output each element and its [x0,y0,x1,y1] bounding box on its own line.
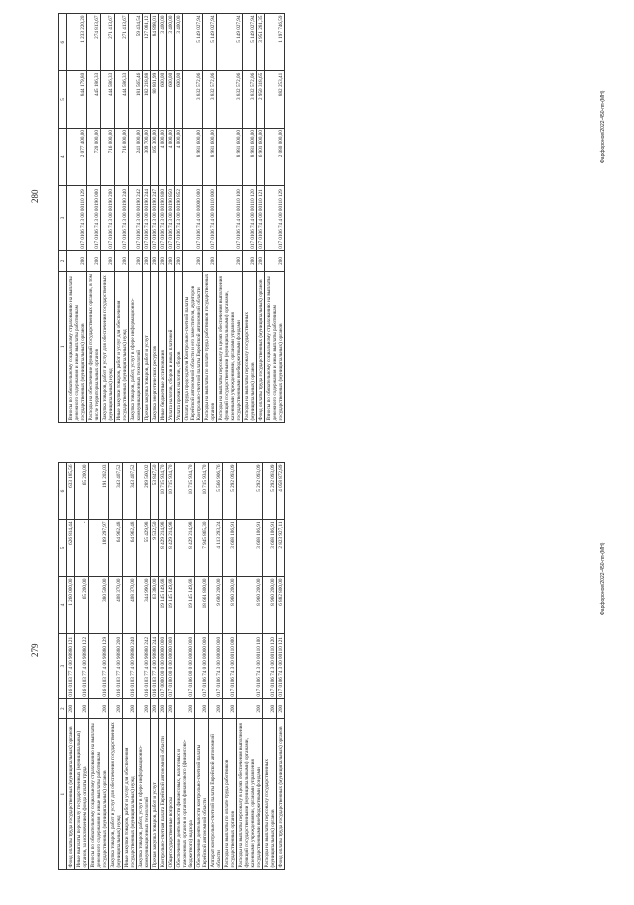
row-amount-approved-cell: 4 000,00 [167,128,175,185]
row-name-cell: Взносы по обязательному социальному страхованию на выплаты денежного содержания и иные выплаты работникам государственных (муниципальных) органов [265,271,285,422]
row-amount-executed-cell: 3 668 106,91 [263,520,277,577]
row-code-cell: 200 [159,699,167,719]
row-budget-code-cell: 017 0106 74 3 00 00190 200 [101,185,115,250]
row-budget-code-cell: 017 0106 74 3 00 00190 800 [159,185,167,250]
row-amount-approved-cell: 8 981 600,00 [203,128,217,185]
table-row [175,14,183,423]
row-code-cell: 200 [151,699,159,719]
row-amount-remaining-cell: 5 149 027,94 [183,14,203,71]
row-code-cell: 200 [137,699,151,719]
table-row [195,463,209,870]
row-name-cell: Закупка товаров, работ и услуг для обеспечения государственных (муниципальных) нужд [101,271,115,422]
row-budget-code-cell: 017 0106 74 3 00 00110 000 [223,633,237,698]
row-amount-remaining-cell: 5 292 093,09 [237,463,263,520]
row-budget-code-cell: 017 0106 74 4 00 00110 120 [243,185,257,250]
row-amount-remaining-cell: 53 847,50 [151,463,159,520]
row-amount-executed-cell: 3 832 572,06 [183,71,203,128]
row-name-cell: Иные закупки товаров, работ и услуг для обеспечения государственных (муниципальных) нужд [115,271,129,422]
row-amount-executed-cell: - [75,520,89,577]
row-amount-approved-cell: 65 200,00 [75,576,89,633]
budget-table-left-wrapper [58,462,285,870]
row-budget-code-cell: 016 0103 77 4 00 90880 122 [75,633,89,698]
column-header: 6 [59,14,67,71]
table-row [243,14,257,423]
row-budget-code-cell: 017 0106 74 3 00 00000 000 [209,633,223,698]
row-name-cell: Оплата труда председателя Контрольно-счетной палаты Еврейской автономной области и его заместителя, аудиторов Контрольно-счетной палаты Еврейской автономной области [183,271,203,422]
row-amount-remaining-cell: 1 197 746,59 [265,14,285,71]
row-name-cell: Аппарат контрольно-счетной палаты Еврейской автономной области [209,719,223,870]
row-name-cell: Фонд оплаты труда государственных (муниципальных) органов [67,719,75,870]
row-amount-approved-cell: 19 145 149,68 [167,576,175,633]
row-amount-approved-cell: 241 000,00 [129,128,143,185]
row-code-cell: 200 [151,251,159,271]
row-name-cell: Расходы на выплаты по оплате труда работников государственных органов [203,271,217,422]
row-code-cell: 200 [209,699,223,719]
column-header: 4 [59,128,67,185]
row-budget-code-cell: 017 0106 74 3 00 00190 242 [129,185,143,250]
row-amount-remaining-cell: 343 407,52 [123,463,137,520]
row-code-cell: 200 [75,699,89,719]
row-budget-code-cell: 017 0106 74 3 00 00110 121 [277,633,285,698]
row-name-cell: Уплата прочих налогов, сборов [175,271,183,422]
document-footer: Фарфоронов/2022-450-пп-(МН) [600,542,606,615]
table-row [137,463,151,870]
table-row [257,14,265,423]
table-header-row [59,14,67,423]
row-name-cell: Расходы на выплаты персоналу в целях обеспечения выполнения функций государственными (муниципальными) органами, казенными учреждениями, органами управления государственными внебюджетными фондами [217,271,243,422]
row-amount-executed-cell: 3 832 572,06 [217,71,243,128]
row-amount-remaining-cell: 191 202,03 [89,463,109,520]
row-name-cell: Взносы по обязательному социальному страхованию на выплаты денежного содержания и иные выплаты работникам государственных (муниципальных) органов [89,719,109,870]
row-name-cell: Фонд оплаты труда государственных (муниципальных) органов [277,719,285,870]
row-amount-executed-cell: 55 429,98 [137,520,151,577]
row-amount-remaining-cell: 274 813,67 [87,14,101,71]
row-amount-executed-cell: 64 962,48 [109,520,123,577]
row-code-cell: 200 [175,699,195,719]
column-header: 6 [59,463,67,520]
row-amount-approved-cell: 2 080 000,00 [265,128,285,185]
row-budget-code-cell: 017 0106 74 3 00 00110 120 [263,633,277,698]
row-amount-executed-cell: 3 832 572,06 [203,71,217,128]
row-code-cell: 200 [89,699,109,719]
page-number: 279 [30,643,40,657]
row-amount-remaining-cell: 1 233 220,20 [67,14,87,71]
row-amount-remaining-cell: 5 149 027,94 [243,14,257,71]
row-name-cell: Расходы на выплаты по оплате труда работников государственных органов [223,719,237,870]
row-code-cell: 200 [195,699,209,719]
table-row [265,14,285,423]
table-row [123,463,137,870]
left-page [0,453,634,905]
row-code-cell: 200 [265,251,285,271]
row-amount-executed-cell: 600,00 [175,71,183,128]
row-name-cell: Иные выплаты персоналу государственных (муниципальных) органов, за исключением фонда оплаты труда [75,719,89,870]
table-row [223,463,237,870]
table-header-row [59,463,67,870]
row-code-cell: 200 [67,699,75,719]
row-amount-remaining-cell: 5 149 027,94 [203,14,217,71]
table-row [237,463,263,870]
row-amount-approved-cell: 4 000,00 [175,128,183,185]
row-code-cell: 200 [115,251,129,271]
row-amount-approved-cell: 720 000,00 [87,128,101,185]
row-amount-executed-cell: 8 429 214,98 [175,520,195,577]
row-code-cell: 200 [87,251,101,271]
column-header: 1 [59,271,67,422]
column-header: 3 [59,633,67,698]
row-amount-executed-cell: 2 823 927,11 [277,520,285,577]
row-budget-code-cell: 016 0103 77 4 00 90880 200 [109,633,123,698]
row-code-cell: 200 [203,251,217,271]
row-budget-code-cell: 016 0103 77 4 00 90880 129 [89,633,109,698]
row-amount-executed-cell: 600,00 [167,71,175,128]
row-amount-remaining-cell: 271 413,67 [101,14,115,71]
row-budget-code-cell: 017 0106 74 3 00 00190 000 [87,185,101,250]
row-amount-approved-cell: 8 960 200,00 [223,576,237,633]
table-row [167,14,175,423]
row-amount-remaining-cell: 4 058 872,89 [277,463,285,520]
row-amount-approved-cell: 9 680 200,00 [209,576,223,633]
row-amount-approved-cell: 19 145 149,68 [159,576,167,633]
row-name-cell: Обеспечение деятельности контрольно-счетной палаты Еврейской автономной области [195,719,209,870]
row-amount-executed-cell: 80 801,99 [151,71,159,128]
row-name-cell: Закупка товаров, работ, услуг в сфере информационно-коммуникационных технологий [137,719,151,870]
row-budget-code-cell: 017 0106 00 0 00 00000 000 [175,633,195,698]
table-row [263,463,277,870]
row-amount-approved-cell: 2 077 400,00 [67,128,87,185]
row-amount-remaining-cell: 5 292 093,09 [263,463,277,520]
row-name-cell: Закупка энергетических ресурсов [151,271,159,422]
row-amount-approved-cell: 8 981 600,00 [217,128,243,185]
row-amount-remaining-cell: 3 400,00 [167,14,175,71]
row-amount-executed-cell: 3 668 106,91 [223,520,237,577]
row-amount-executed-cell: 626 814,44 [67,520,75,577]
row-code-cell: 200 [277,699,285,719]
row-name-cell: Расходы на выплаты персоналу государственных (муниципальных) органов [243,271,257,422]
row-amount-approved-cell: 716 000,00 [101,128,115,185]
table-row [217,14,243,423]
row-amount-executed-cell: 844 179,80 [67,71,87,128]
row-budget-code-cell: 017 0106 74 4 00 00110 000 [203,185,217,250]
row-amount-remaining-cell: 10 715 934,70 [167,463,175,520]
row-amount-approved-cell: 344 990,00 [137,576,151,633]
row-amount-remaining-cell: 5 566 906,76 [209,463,223,520]
row-code-cell: 200 [243,251,257,271]
row-amount-executed-cell: 2 950 318,65 [257,71,265,128]
row-amount-remaining-cell: 3 400,00 [175,14,183,71]
row-budget-code-cell: 017 0000 00 0 00 00000 000 [159,633,167,698]
row-code-cell: 200 [223,699,237,719]
table-row [75,463,89,870]
row-budget-code-cell: 017 0106 74 4 00 00110 121 [257,185,265,250]
row-amount-executed-cell: 4 113 293,24 [209,520,223,577]
document-footer: Фарфоронов/2022-450-пп-(МН) [600,90,606,163]
row-name-cell: Иные закупки товаров, работ и услуг для обеспечения государственных (муниципальных) нужд [123,719,137,870]
row-budget-code-cell: 017 0100 00 0 00 00000 000 [167,633,175,698]
table-row [67,463,75,870]
row-code-cell: 200 [129,251,143,271]
row-budget-code-cell: 017 0106 74 3 00 00110 100 [237,633,263,698]
row-amount-approved-cell: 63 380,00 [151,576,159,633]
table-row [159,463,167,870]
row-code-cell: 200 [183,251,203,271]
row-amount-executed-cell: 3 832 572,06 [243,71,257,128]
row-amount-remaining-cell: 10 715 934,70 [175,463,195,520]
row-budget-code-cell: 016 0103 77 4 00 90880 244 [151,633,159,698]
row-amount-remaining-cell: 84 898,01 [151,14,159,71]
budget-table-right-wrapper [58,13,285,423]
row-code-cell: 200 [237,699,263,719]
row-name-cell: Фонд оплаты труда государственных (муниципальных) органов [257,271,265,422]
table-row [209,463,223,870]
table-row [143,14,151,423]
table-body [67,14,285,423]
budget-table [58,462,285,870]
table-row [183,14,203,423]
row-amount-executed-cell: 189 297,97 [89,520,109,577]
row-amount-approved-cell: 6 901 600,00 [257,128,265,185]
row-name-cell: Обеспечение деятельности финансовых, налоговых и таможенных органов и органов финансового (финансово-бюджетного) надзора [175,719,195,870]
row-budget-code-cell: 017 0106 74 3 00 00190 244 [143,185,151,250]
page-number: 280 [30,189,40,203]
row-amount-remaining-cell: 127 081,12 [143,14,151,71]
table-row [159,14,167,423]
row-budget-code-cell: 017 0106 74 4 00 00110 100 [217,185,243,250]
row-amount-remaining-cell: 10 715 934,70 [195,463,209,520]
row-name-cell: Расходы на выплаты персоналу государственных (муниципальных) органов [263,719,277,870]
row-amount-remaining-cell: 5 149 027,94 [217,14,243,71]
row-amount-approved-cell: 8 960 200,00 [237,576,263,633]
row-amount-executed-cell: 882 253,41 [265,71,285,128]
row-budget-code-cell: 017 0106 74 4 00 00110 129 [265,185,285,250]
row-code-cell: 200 [167,251,175,271]
table-row [167,463,175,870]
row-amount-executed-cell: 444 586,33 [101,71,115,128]
table-row [87,14,101,423]
column-header: 5 [59,520,67,577]
row-code-cell: 200 [263,699,277,719]
row-code-cell: 200 [143,251,151,271]
row-code-cell: 200 [123,699,137,719]
row-name-cell: Прочая закупка товаров, работ и услуг [143,271,151,422]
column-header: 4 [59,576,67,633]
row-code-cell: 200 [217,251,243,271]
row-amount-approved-cell: 4 000,00 [159,128,167,185]
row-budget-code-cell: 017 0106 74 3 00 00190 852 [175,185,183,250]
row-name-cell: Закупка товаров, работ, услуг в сфере информационно-коммуникационных технологий [129,271,143,422]
row-amount-approved-cell: 8 981 600,00 [183,128,203,185]
row-amount-approved-cell: 408 370,00 [109,576,123,633]
row-amount-approved-cell: 408 370,00 [123,576,137,633]
row-amount-remaining-cell: 5 292 093,09 [223,463,237,520]
row-amount-remaining-cell: 633 185,56 [67,463,75,520]
row-name-cell: Уплата налогов, сборов и иных платежей [167,271,175,422]
table-row [67,14,87,423]
row-amount-approved-cell: 309 700,00 [143,128,151,185]
row-amount-approved-cell: 165 300,00 [151,128,159,185]
column-header: 2 [59,699,67,719]
table-row [115,14,129,423]
table-row [129,14,143,423]
row-budget-code-cell: 017 0106 74 3 00 00190 850 [167,185,175,250]
row-code-cell: 200 [109,699,123,719]
column-header: 2 [59,251,67,271]
row-name-cell: Расходы на обеспечение функций государственных органов, в том числе территориальных органов [87,271,101,422]
row-amount-remaining-cell: 65 200,00 [75,463,89,520]
table-row [109,463,123,870]
row-budget-code-cell: 017 0106 74 0 00 00000 000 [195,633,209,698]
row-amount-executed-cell: 600,00 [159,71,167,128]
table-body [67,463,285,870]
row-amount-executed-cell: 181 565,46 [129,71,143,128]
table-row [151,463,159,870]
row-amount-executed-cell: 8 429 214,98 [159,520,167,577]
row-amount-approved-cell: 716 000,00 [115,128,129,185]
row-code-cell: 200 [159,251,167,271]
table-row [89,463,109,870]
row-code-cell: 200 [257,251,265,271]
row-amount-remaining-cell: 271 413,67 [115,14,129,71]
row-amount-approved-cell: 19 145 149,68 [175,576,195,633]
row-amount-executed-cell: 7 945 865,30 [195,520,209,577]
row-amount-executed-cell: 8 429 214,98 [167,520,175,577]
table-row [101,14,115,423]
row-name-cell: Закупка товаров, работ и услуг для обеспечения государственных (муниципальных) нужд [109,719,123,870]
row-amount-executed-cell: 182 218,88 [143,71,151,128]
row-budget-code-cell: 017 0106 74 3 00 00190 247 [151,185,159,250]
row-name-cell: Общегосударственные вопросы [167,719,175,870]
row-amount-executed-cell: 9 532,50 [151,520,159,577]
row-amount-remaining-cell: 289 560,02 [137,463,151,520]
row-amount-remaining-cell: 59 434,54 [129,14,143,71]
row-amount-executed-cell: 444 586,33 [115,71,129,128]
budget-table [58,13,285,423]
row-amount-remaining-cell: 3 951 281,35 [257,14,265,71]
row-amount-remaining-cell: 343 407,52 [109,463,123,520]
column-header: 3 [59,185,67,250]
row-amount-executed-cell: 3 668 106,91 [237,520,263,577]
row-budget-code-cell: 016 0103 77 4 00 90880 240 [123,633,137,698]
row-budget-code-cell: 016 0103 77 4 00 90880 242 [137,633,151,698]
row-name-cell: Взносы по обязательному социальному страхованию на выплаты денежного содержания и иные выплаты работникам государственных (муниципальных) органов [67,271,87,422]
row-amount-approved-cell: 18 661 800,00 [195,576,209,633]
row-budget-code-cell: 017 0106 74 4 00 00000 000 [183,185,203,250]
row-amount-executed-cell: 445 186,33 [87,71,101,128]
table-row [203,14,217,423]
row-name-cell: Прочая закупка товаров, работ и услуг [151,719,159,870]
column-header: 5 [59,71,67,128]
table-row [277,463,285,870]
row-amount-remaining-cell: 10 715 934,70 [159,463,167,520]
row-budget-code-cell: 017 0106 74 3 00 00110 129 [67,185,87,250]
row-name-cell: Иные бюджетные ассигнования [159,271,167,422]
row-code-cell: 200 [167,699,175,719]
row-budget-code-cell: 016 0103 77 4 00 90880 121 [67,633,75,698]
row-budget-code-cell: 017 0106 74 3 00 00190 240 [115,185,129,250]
column-header: 1 [59,719,67,870]
row-code-cell: 200 [175,251,183,271]
row-code-cell: 200 [67,251,87,271]
row-amount-approved-cell: 380 500,00 [89,576,109,633]
row-name-cell: Контрольно-счетная палата Еврейской автономной области [159,719,167,870]
row-amount-approved-cell: 1 260 000,00 [67,576,75,633]
table-row [175,463,195,870]
row-amount-approved-cell: 6 882 800,00 [277,576,285,633]
row-amount-approved-cell: 8 981 600,00 [243,128,257,185]
row-amount-approved-cell: 8 960 200,00 [263,576,277,633]
row-name-cell: Расходы на выплаты персоналу в целях обеспечения выполнения функций государственными (муниципальными) органами, казенными учреждениями, органами управления государственными внебюджетными фондами [237,719,263,870]
row-code-cell: 200 [101,251,115,271]
row-amount-remaining-cell: 3 400,00 [159,14,167,71]
row-amount-executed-cell: 64 962,48 [123,520,137,577]
table-row [151,14,159,423]
